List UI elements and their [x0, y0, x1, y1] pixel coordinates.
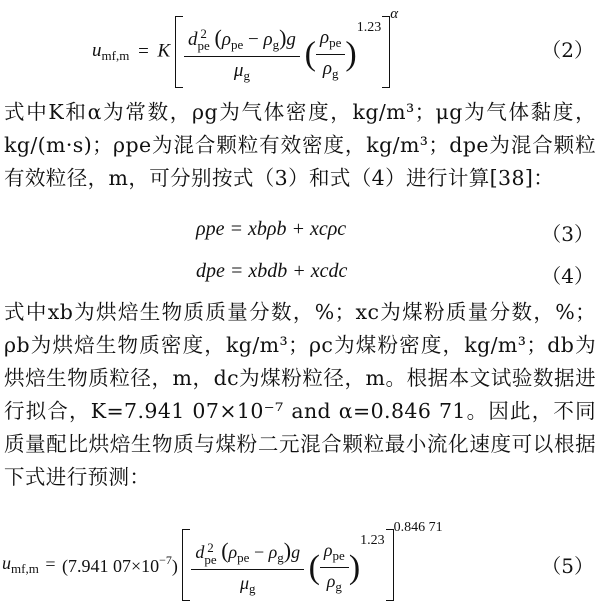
paragraph-2-text: 式中xb为烘焙生物质质量分数，%；xc为煤粉质量分数，%；ρb为烘焙生物质密度，kg/m³；ρc为煤粉密度，kg/m³；db为烘焙生物质粒径，m，dc为煤粉粒径，m。根据本文试验数据进行拟合，K=7.941 07×10⁻⁷ and α=0.846 71。因此，不同质量配比烘焙生物质与煤粉二元混合颗粒最小流化速度可以根据下式进行预测： — [4, 300, 596, 489]
eq2-numerator: d 2 pe $(\rho_{pe} - \rho_g)g$ — [184, 25, 300, 57]
equation-2 — [0, 0, 600, 96]
eq5-equals: = — [45, 554, 56, 575]
equation-2-number: （2） — [541, 38, 594, 62]
eq5-numerator: d 2 pe $(\rho_{pe} - \rho_g)g$ — [191, 538, 304, 570]
eq5-bracket — [182, 529, 393, 601]
eq5-ratio-exponent: 1.23 — [360, 532, 385, 548]
equation-4-formula: dpe = xbdb + xcdc — [196, 260, 348, 282]
equation-3 — [0, 212, 600, 252]
equation-2-formula — [92, 6, 398, 88]
eq2-coef: K — [157, 40, 171, 62]
eq5-denominator: $\mu_g$ — [239, 573, 256, 597]
eq2-lhs: $u_{mf,m}$ — [92, 39, 130, 63]
eq2-right-paren: ) — [345, 35, 357, 73]
equation-5 — [0, 506, 600, 616]
eq5-ratio-fraction: $\frac{\rho_{pe}}{\rho_g}$ — [320, 540, 349, 595]
paragraph-1-text: 式中K和α为常数，ρg为气体密度，kg/m³；μg为气体黏度，kg/(m·s)；ρpe为混合颗粒有效密度，kg/m³；dpe为混合颗粒有效粒径，m，可分别按式（3）和式（4）进行计算[38]： — [4, 100, 596, 190]
paragraph-2 — [4, 296, 596, 494]
eq2-outer-exponent: α — [390, 6, 399, 22]
eq5-outer-exponent: 0.846 71 — [393, 520, 443, 535]
eq2-ratio-fraction: $\frac{\rho_{pe}}{\rho_g}$ — [316, 27, 345, 82]
equation-3-formula: ρpe = xbρb + xcρc — [196, 218, 347, 240]
eq5-coef: (7.941 $07\times 10^{-7}$) — [61, 552, 178, 576]
eq2-equals: = — [138, 40, 149, 62]
equation-5-formula — [2, 520, 443, 601]
equation-4-number: （4） — [541, 264, 594, 288]
eq5-lhs: $u_{mf,m}$ — [2, 552, 39, 576]
eq5-left-paren: ( — [308, 548, 320, 586]
eq2-denominator: $\mu_g$ — [233, 59, 250, 83]
eq2-main-fraction — [184, 25, 300, 84]
eq2-bracket — [175, 16, 390, 88]
paragraph-1 — [4, 96, 596, 195]
equation-3-number: （3） — [541, 222, 594, 246]
eq2-left-paren: ( — [304, 35, 316, 73]
eq5-right-paren: ) — [348, 548, 361, 586]
equation-5-number: （5） — [541, 554, 594, 578]
eq2-ratio-exponent: 1.23 — [356, 19, 382, 35]
eq5-main-fraction — [191, 538, 304, 597]
equation-4 — [0, 254, 600, 294]
